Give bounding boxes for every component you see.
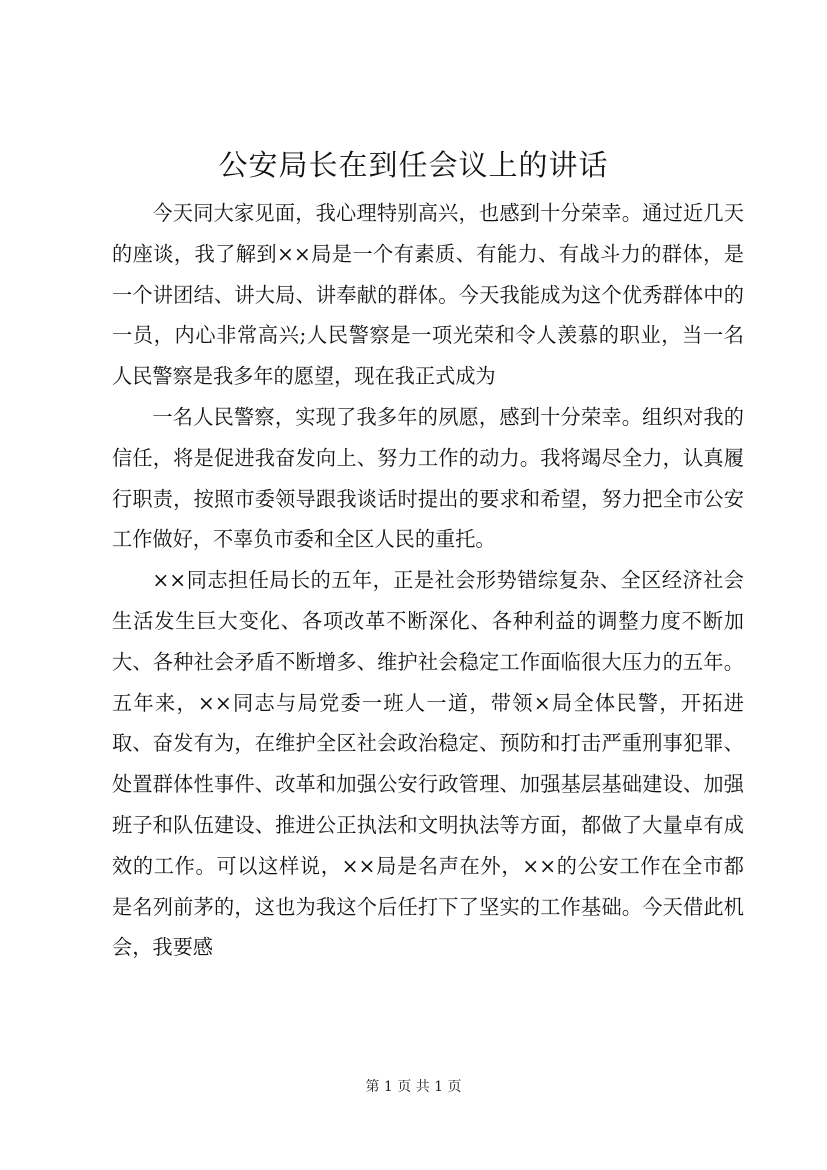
paragraph-2: 一名人民警察，实现了我多年的夙愿，感到十分荣幸。组织对我的信任，将是促进我奋发向上、努力工作的动力。我将竭尽全力，认真履行职责，按照市委领导跟我谈话时提出的要求和希望，努力把全市公安工作做好，不辜负市委和全区人民的重托。 bbox=[112, 404, 744, 552]
paragraph-3: ××同志担任局长的五年，正是社会形势错综复杂、全区经济社会生活发生巨大变化、各项改革不断深化、各种利益的调整力度不断加大、各种社会矛盾不断增多、维护社会稳定工作面临很大压力的五年。五年来，××同志与局党委一班人一道，带领×局全体民警，开拓进取、奋发有为，在维护全区社会政治稳定、预防和打击严重刑事犯罪、处置群体性事件、改革和加强公安行政管理、加强基层基础建设、加强班子和队伍建设、推进公正执法和文明执法等方面，都做了大量卓有成效的工作。可以这样说，××局是名声在外，××的公安工作在全市都是名列前茅的，这也为我这个后任打下了坚实的工作基础。今天借此机会，我要感 bbox=[112, 568, 744, 960]
paragraph-1: 今天同大家见面，我心理特别高兴，也感到十分荣幸。通过近几天的座谈，我了解到××局是一个有素质、有能力、有战斗力的群体，是一个讲团结、讲大局、讲奉献的群体。今天我能成为这个优秀群体中的一员，内心非常高兴;人民警察是一项光荣和令人羡慕的职业，当一名人民警察是我多年的愿望，现在我正式成为 bbox=[112, 201, 744, 389]
document-body bbox=[112, 193, 744, 968]
document-title: 公安局长在到任会议上的讲话 bbox=[218, 148, 609, 182]
page-number-footer: 第 1 页 共 1 页 bbox=[365, 1079, 462, 1095]
